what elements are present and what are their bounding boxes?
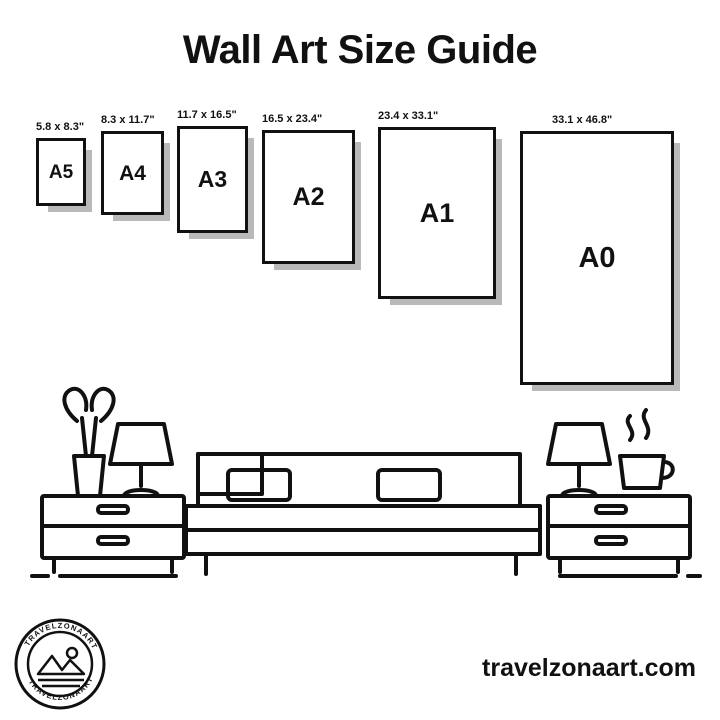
size-label-a5: 5.8 x 8.3": [36, 121, 85, 133]
frame-name-a3: A3: [197, 166, 228, 192]
page-title: Wall Art Size Guide: [182, 28, 538, 72]
logo-text-top: TRAVELZONAART: [22, 620, 100, 651]
frame-name-a0: A0: [578, 241, 616, 274]
right-table-lamp: [548, 424, 610, 496]
frame-name-a2: A2: [292, 182, 325, 211]
poster-frame-a3: [177, 126, 248, 233]
right-nightstand: [548, 496, 690, 572]
size-item-a2: [262, 113, 355, 264]
footer: [0, 608, 720, 720]
size-item-a1: [378, 110, 496, 299]
size-label-a3: 11.7 x 16.5": [177, 109, 237, 121]
logo-badge-icon: [14, 618, 106, 710]
frame-name-a1: A1: [419, 197, 455, 228]
bed: [186, 454, 540, 574]
size-item-a4: [101, 114, 164, 215]
size-label-a2: 16.5 x 23.4": [262, 113, 323, 125]
size-item-a0: [520, 114, 674, 385]
poster-frame-a5: [36, 138, 86, 206]
coffee-cup: [620, 410, 673, 488]
left-nightstand: [42, 496, 184, 572]
size-label-a4: 8.3 x 11.7": [101, 114, 155, 126]
poster-frame-a1: [378, 127, 496, 299]
plant-vase: [64, 389, 113, 496]
left-table-lamp: [110, 424, 172, 496]
brand-logo: [14, 618, 106, 710]
frame-name-a4: A4: [119, 161, 146, 185]
poster-frame-a0: [520, 131, 674, 385]
frame-name-a5: A5: [48, 161, 74, 183]
website-url: travelzonaart.com: [482, 654, 696, 682]
size-item-a5: [36, 121, 86, 206]
size-item-a3: [177, 109, 248, 233]
logo-text-bottom: TRAVELZONAART: [26, 674, 96, 703]
size-label-a0: 33.1 x 46.8": [552, 114, 613, 126]
bedroom-illustration: [0, 378, 720, 608]
poster-frame-a2: [262, 130, 355, 264]
poster-frame-a4: [101, 131, 164, 215]
poster-size-row: [0, 110, 720, 400]
bedroom-svg: [0, 378, 720, 608]
size-label-a1: 23.4 x 33.1": [378, 110, 439, 122]
